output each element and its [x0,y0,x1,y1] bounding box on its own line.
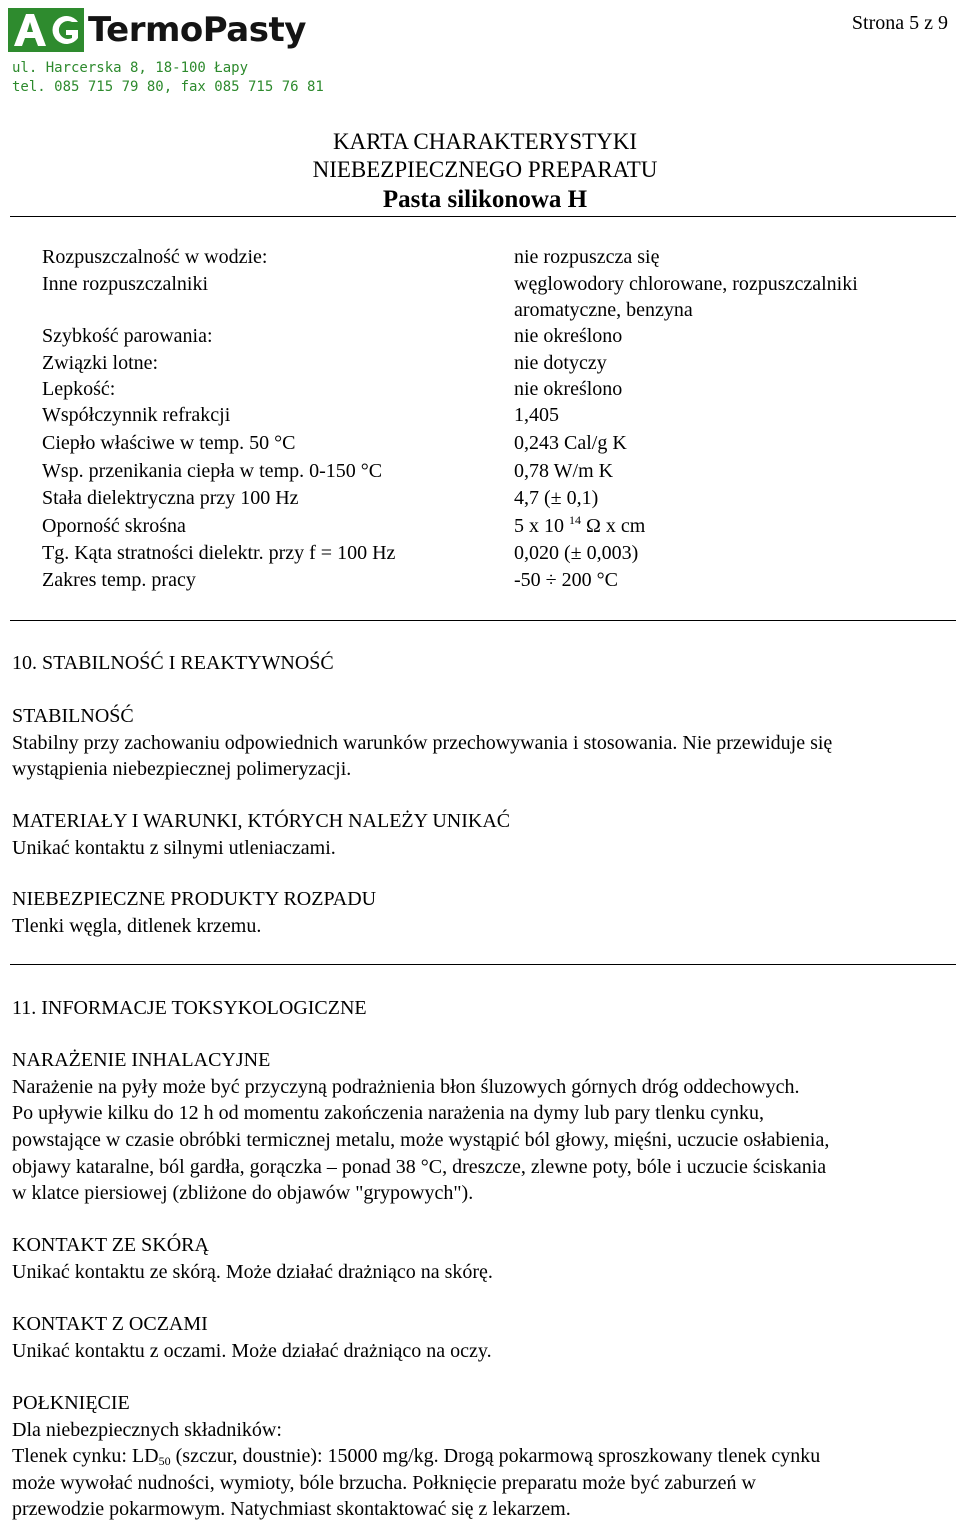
prop-value: 5 x 10 $^{14}$ Ω x cm [514,513,646,537]
prop-label: Rozpuszczalność w wodzie: [42,246,268,268]
prop-value: 0,243 Cal/g K [514,432,627,454]
inhalation-text: Po upływie kilku do 12 h od momentu zakończenia narażenia na dymy lub pary tlenku cynku, [12,1102,765,1124]
prop-value: -50 ÷ 200 °C [514,569,618,591]
section-divider [10,620,956,621]
prop-value: 4,7 (± 0,1) [514,487,599,509]
prop-label: Związki lotne: [42,352,159,374]
stability-text-cont: wystąpienia niebezpiecznej polimeryzacji. [12,758,352,780]
header-divider [10,216,956,217]
company-address: ul. Harcerska 8, 18-100 Łapy [12,60,249,76]
ag-logo-icon [8,8,84,52]
company-logo [8,6,328,52]
skin-heading: KONTAKT ZE SKÓRĄ [12,1234,209,1256]
brand-name: TermoPasty [88,10,306,50]
prop-value: nie określono [514,325,623,347]
prop-label: Wsp. przenikania ciepła w temp. 0-150 °C [42,460,383,482]
ingestion-heading: POŁKNIĘCIE [12,1392,130,1414]
skin-text: Unikać kontaktu ze skórą. Może działać drażniąco na skórę. [12,1261,493,1283]
prop-label: Oporność skrośna [42,515,186,537]
prop-label: Stała dielektryczna przy 100 Hz [42,487,299,509]
prop-label: Lepkość: [42,378,116,400]
prop-value: nie rozpuszcza się [514,246,660,268]
ingestion-intro: Dla niebezpiecznych składników: [12,1419,282,1441]
inhalation-text: powstające w czasie obróbki termicznej metalu, może wystąpić ból głowy, mięśni, uczucie osłabienia, [12,1129,830,1151]
prop-value: 0,78 W/m K [514,460,614,482]
avoid-text: Unikać kontaktu z silnymi utleniaczami. [12,837,336,859]
ingestion-text: może wywołać nudności, wymioty, bóle brzucha. Połknięcie preparatu może być zaburzeń w [12,1472,756,1494]
ingestion-text: Tlenek cynku: $LD_{50}$ (szczur, doustnie): 15000 mg/kg. Drogą pokarmową sproszkowany tlenek cynku [12,1445,821,1468]
product-name: Pasta silikonowa H [382,186,588,213]
doc-title-line2: NIEBEZPIECZNEGO PREPARATU [312,157,658,182]
prop-value: 1,405 [514,404,559,426]
prop-label: Ciepło właściwe w temp. 50 °C [42,432,296,454]
inhalation-text: objawy kataralne, ból gardła, gorączka – ponad 38 °C, dreszcze, zlewne poty, bóle i uczucie ściskania [12,1156,827,1178]
doc-title-line1: KARTA CHARAKTERYSTYKI [332,129,638,154]
company-phone: tel. 085 715 79 80, fax 085 715 76 81 [12,79,324,95]
prop-label: Zakres temp. pracy [42,569,196,591]
section-11-heading: 11. INFORMACJE TOKSYKOLOGICZNE [12,997,367,1019]
avoid-heading: MATERIAŁY I WARUNKI, KTÓRYCH NALEŻY UNIKAĆ [12,810,511,832]
prop-value-cont: aromatyczne, benzyna [514,299,693,321]
inhalation-heading: NARAŻENIE INHALACYJNE [12,1049,271,1071]
stability-text: Stabilny przy zachowaniu odpowiednich warunków przechowywania i stosowania. Nie przewiduje się [12,732,833,754]
section-10-heading: 10. STABILNOŚĆ I REAKTYWNOŚĆ [12,652,334,674]
eye-text: Unikać kontaktu z oczami. Może działać drażniąco na oczy. [12,1340,492,1362]
prop-value: węglowodory chlorowane, rozpuszczalniki [514,273,858,295]
prop-label: Tg. Kąta stratności dielektr. przy f = 100 Hz [42,542,396,564]
prop-value: 0,020 (± 0,003) [514,542,639,564]
inhalation-text: Narażenie na pyły może być przyczyną podrażnienia błon śluzowych górnych dróg oddechowych. [12,1076,800,1098]
section-divider [10,964,956,965]
prop-label: Inne rozpuszczalniki [42,273,209,295]
inhalation-text: w klatce piersiowej (zbliżone do objawów "grypowych"). [12,1182,474,1204]
prop-label: Szybkość parowania: [42,325,213,347]
prop-value: nie dotyczy [514,352,607,374]
eye-heading: KONTAKT Z OCZAMI [12,1313,208,1335]
decomposition-heading: NIEBEZPIECZNE PRODUKTY ROZPADU [12,888,377,910]
ingestion-text: przewodzie pokarmowym. Natychmiast skontaktować się z lekarzem. [12,1498,571,1520]
prop-value: nie określono [514,378,623,400]
decomposition-text: Tlenki węgla, ditlenek krzemu. [12,915,262,937]
page-indicator: Strona 5 z 9 [851,12,948,34]
stability-heading: STABILNOŚĆ [12,705,134,727]
prop-label: Współczynnik refrakcji [42,404,231,426]
